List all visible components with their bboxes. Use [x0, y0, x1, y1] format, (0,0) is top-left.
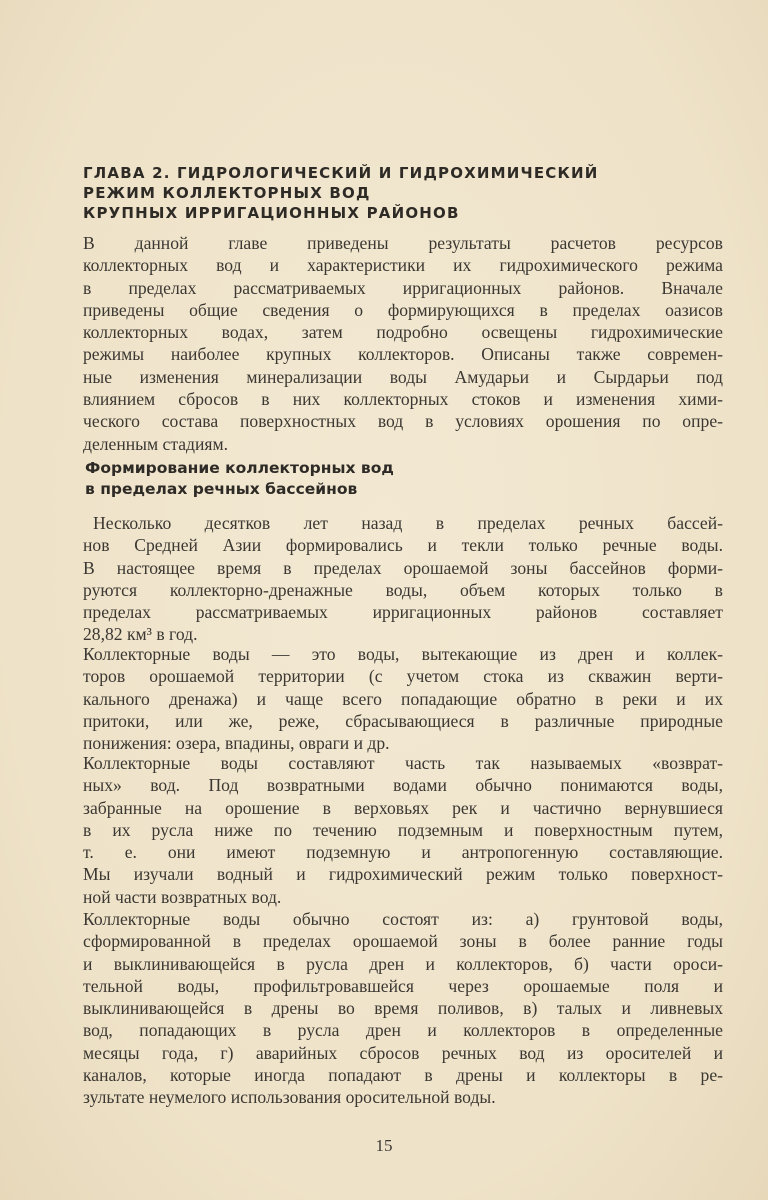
text-line: вод, попадающих в русла дрен и коллекторов в определенные	[83, 1020, 723, 1041]
text-line: коллекторных водах, затем подробно освещены гидрохимические	[83, 322, 723, 343]
section-title	[85, 458, 585, 500]
paragraph-1	[83, 512, 723, 646]
page-number: 15	[375, 1136, 393, 1155]
text-line: коллекторных вод и характеристики их гидрохимического режима	[83, 255, 723, 276]
text-line: деленным стадиям.	[83, 433, 229, 454]
chapter-heading-line: РЕЖИМ КОЛЛЕКТОРНЫХ ВОД	[83, 184, 371, 202]
text-line: Мы изучали водный и гидрохимический режим только поверхност-	[83, 864, 723, 885]
text-line: в их русла ниже по течению подземным и поверхностным путем,	[83, 819, 723, 840]
text-line: в пределах рассматриваемых ирригационных районов. Вначале	[83, 277, 723, 298]
text-line: В настоящее время в пределах орошаемой зоны бассейнов форми-	[83, 557, 723, 578]
text-line: понижения: озера, впадины, овраги и др.	[83, 733, 390, 754]
chapter-heading-line: КРУПНЫХ ИРРИГАЦИОННЫХ РАЙОНОВ	[83, 204, 460, 222]
chapter-heading	[83, 163, 683, 223]
text-line: торов орошаемой территории (с учетом стока из скважин верти-	[83, 666, 723, 687]
text-line: притоки, или же, реже, сбрасывающиеся в различные природные	[83, 710, 723, 731]
text-line: месяцы года, г) аварийных сбросов речных вод из оросителей и	[83, 1042, 723, 1063]
intro-paragraph	[83, 232, 723, 455]
text-line: зультате неумелого использования оросительной воды.	[83, 1087, 496, 1108]
text-line: выклинивающейся в дрены во время поливов, в) талых и ливневых	[83, 998, 723, 1019]
text-line: ных» вод. Под возвратными водами обычно понимаются воды,	[83, 775, 723, 796]
text-line: 28,82 км³ в год.	[83, 624, 198, 645]
text-line: Несколько десятков лет назад в пределах речных бассей-	[93, 513, 723, 533]
text-line: В данной главе приведены результаты расчетов ресурсов	[83, 233, 723, 253]
text-line: т. е. они имеют подземную и антропогенную составляющие.	[83, 842, 723, 863]
section-title-line: в пределах речных бассейнов	[85, 480, 358, 498]
text-line: режимы наиболее крупных коллекторов. Описаны также современ-	[83, 344, 723, 365]
paragraph-2	[83, 643, 723, 754]
text-line: сформированной в пределах орошаемой зоны в более ранние годы	[83, 931, 723, 952]
text-line: приведены общие сведения о формирующихся в пределах оазисов	[83, 299, 723, 320]
text-line: забранные на орошение в верховьях рек и частично вернувшиеся	[83, 797, 723, 818]
paragraph-4	[83, 908, 723, 1109]
text-line: руются коллекторно-дренажные воды, объем которых только в	[83, 579, 723, 600]
text-line: ческого состава поверхностных вод в условиях орошения по опре-	[83, 411, 723, 432]
text-line: Коллекторные воды — это воды, вытекающие из дрен и коллек-	[83, 644, 723, 664]
section-title-line: Формирование коллекторных вод	[85, 459, 394, 477]
text-line: тельной воды, профильтровавшейся через орошаемые поля и	[83, 975, 723, 996]
text-line: влиянием сбросов в них коллекторных стоков и изменения хими-	[83, 389, 723, 410]
text-line: и выклинивающейся в русла дрен и коллекторов, б) части ороси-	[83, 953, 723, 974]
text-line: кального дренажа) и чаще всего попадающие обратно в реки и их	[83, 688, 723, 709]
text-line: ной части возвратных вод.	[83, 886, 282, 907]
text-line: Коллекторные воды обычно состоят из: а) грунтовой воды,	[83, 909, 723, 929]
text-line: Коллекторные воды составляют часть так называемых «возврат-	[83, 753, 723, 773]
paragraph-3	[83, 752, 723, 908]
text-line: ные изменения минерализации воды Амударьи и Сырдарьи под	[83, 366, 723, 387]
text-line: нов Средней Азии формировались и текли только речные воды.	[83, 535, 723, 556]
text-line: пределах рассматриваемых ирригационных районов составляет	[83, 602, 723, 623]
text-line: каналов, которые иногда попадают в дрены и коллекторы в ре-	[83, 1065, 723, 1086]
chapter-heading-line: ГЛАВА 2. ГИДРОЛОГИЧЕСКИЙ И ГИДРОХИМИЧЕСКИЙ	[83, 164, 599, 182]
